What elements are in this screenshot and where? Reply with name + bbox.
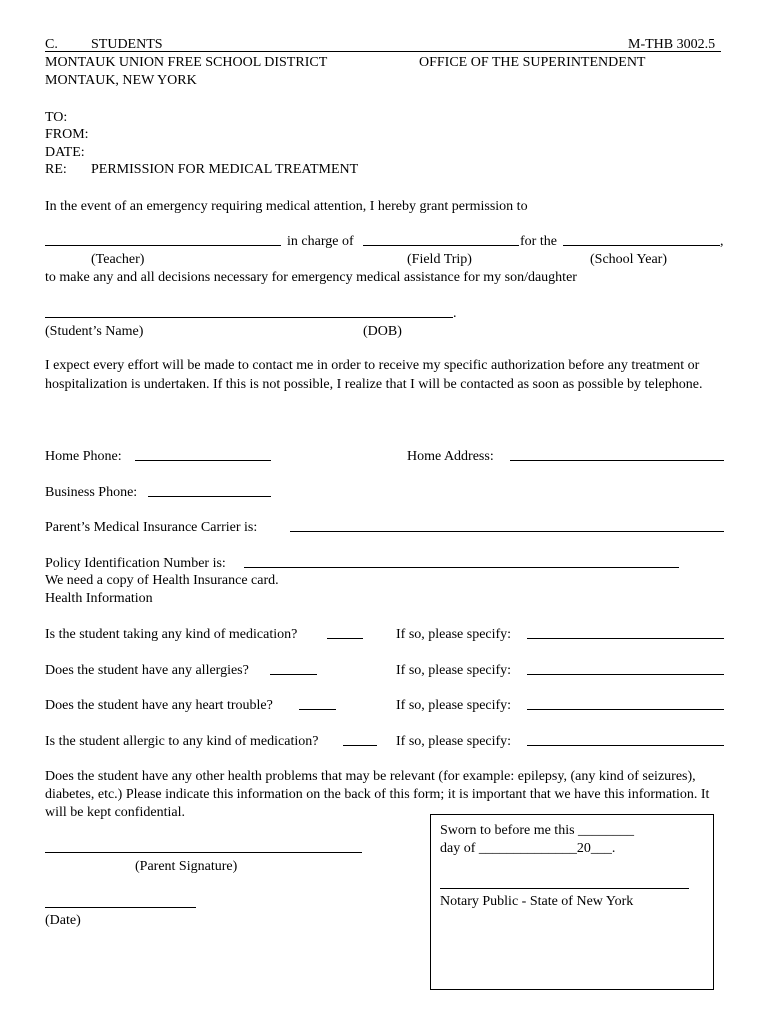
for-the-text: for the: [520, 234, 557, 249]
field-trip-caption: (Field Trip): [407, 252, 472, 267]
specify-medication-field[interactable]: [527, 638, 724, 639]
to-label: TO:: [45, 110, 68, 125]
home-phone-label: Home Phone:: [45, 449, 122, 464]
parent-signature-field[interactable]: [45, 852, 362, 853]
field-trip-field[interactable]: [363, 245, 519, 246]
student-name-dob-field[interactable]: [45, 317, 453, 318]
business-phone-field[interactable]: [148, 496, 271, 497]
date-caption: (Date): [45, 913, 81, 928]
comma: ,: [720, 234, 724, 249]
home-phone-field[interactable]: [135, 460, 271, 461]
district-name: MONTAUK UNION FREE SCHOOL DISTRICT: [45, 55, 328, 70]
question-heart-trouble: Does the student have any heart trouble?: [45, 698, 273, 713]
specify-label-medication-allergy: If so, please specify:: [396, 734, 512, 749]
home-address-label: Home Address:: [407, 449, 494, 464]
from-label: FROM:: [45, 127, 89, 142]
answer-medication-field[interactable]: [327, 638, 363, 639]
signature-date-field[interactable]: [45, 907, 196, 908]
answer-medication-allergy-field[interactable]: [343, 745, 377, 746]
policy-id-label: Policy Identification Number is:: [45, 556, 226, 571]
district-location: MONTAUK, NEW YORK: [45, 73, 197, 88]
policy-code: M-THB 3002.5: [628, 37, 716, 52]
day-of-line: day of ______________20___.: [440, 841, 616, 856]
notary-caption: Notary Public - State of New York: [440, 894, 634, 909]
specify-medication-allergy-field[interactable]: [527, 745, 724, 746]
header-rule: [45, 51, 721, 52]
health-info-heading: Health Information: [45, 591, 153, 606]
specify-label-allergies: If so, please specify:: [396, 663, 512, 678]
other-health-problems-paragraph: Does the student have any other health problems that may be relevant (for example: epilepsy, (any kind of seizures), diabetes, etc.) Please indicate this information on the back of this form; it is important that we have this information. It will be kept confidential.: [45, 769, 710, 820]
re-subject: PERMISSION FOR MEDICAL TREATMENT: [91, 162, 359, 177]
section-title: STUDENTS: [91, 37, 163, 52]
in-charge-of-text: in charge of: [287, 234, 354, 249]
business-phone-label: Business Phone:: [45, 485, 138, 500]
dob-caption: (DOB): [363, 324, 402, 339]
notary-signature-field[interactable]: [440, 888, 689, 889]
specify-label-medication: If so, please specify:: [396, 627, 512, 642]
home-address-field[interactable]: [510, 460, 724, 461]
decisions-text: to make any and all decisions necessary for emergency medical assistance for my son/daughter: [45, 270, 577, 285]
parent-signature-caption: (Parent Signature): [135, 859, 238, 874]
insurance-card-note: We need a copy of Health Insurance card.: [45, 573, 279, 588]
school-year-caption: (School Year): [590, 252, 667, 267]
question-medication: Is the student taking any kind of medication?: [45, 627, 298, 642]
intro-text: In the event of an emergency requiring medical attention, I hereby grant permission to: [45, 199, 528, 214]
specify-label-heart-trouble: If so, please specify:: [396, 698, 512, 713]
answer-heart-trouble-field[interactable]: [299, 709, 336, 710]
answer-allergies-field[interactable]: [270, 674, 317, 675]
question-medication-allergy: Is the student allergic to any kind of medication?: [45, 734, 319, 749]
office-name: OFFICE OF THE SUPERINTENDENT: [419, 55, 646, 70]
policy-id-field[interactable]: [244, 567, 679, 568]
period: .: [453, 306, 457, 321]
teacher-field[interactable]: [45, 245, 281, 246]
student-name-caption: (Student’s Name): [45, 324, 144, 339]
insurance-carrier-field[interactable]: [290, 531, 724, 532]
date-label: DATE:: [45, 145, 85, 160]
sworn-line: Sworn to before me this ________: [440, 823, 635, 838]
section-letter: C.: [45, 37, 58, 52]
question-allergies: Does the student have any allergies?: [45, 663, 249, 678]
insurance-carrier-label: Parent’s Medical Insurance Carrier is:: [45, 520, 258, 535]
school-year-field[interactable]: [563, 245, 720, 246]
re-label: RE:: [45, 162, 67, 177]
teacher-caption: (Teacher): [91, 252, 145, 267]
specify-allergies-field[interactable]: [527, 674, 724, 675]
authorization-paragraph: I expect every effort will be made to contact me in order to receive my specific authorization before any treatment or hospitalization is undertaken. If this is not possible, I realize that I will be contacted as soon as possible by telephone.: [45, 358, 703, 392]
specify-heart-trouble-field[interactable]: [527, 709, 724, 710]
